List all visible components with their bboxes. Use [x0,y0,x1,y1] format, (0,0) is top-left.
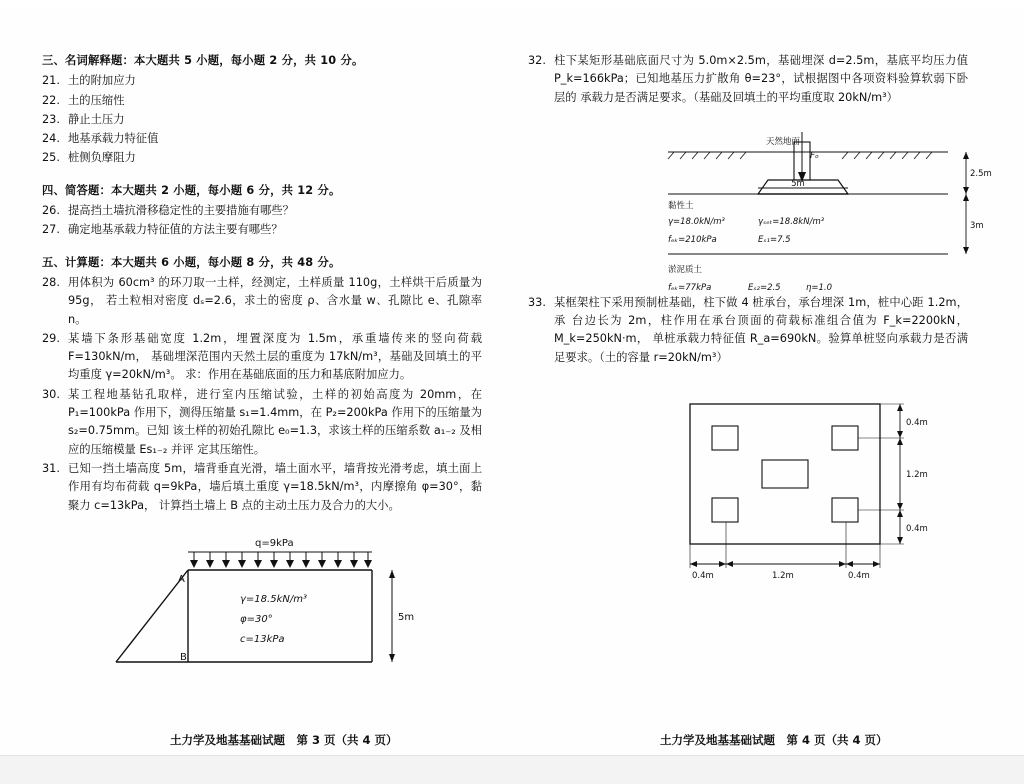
item-line: 承载力是否满足要求。（基础及回填土的平均重度取 20kN/m³） [580,90,898,104]
ground-surface-label: 天然地面 [766,137,801,147]
footing-width-label: 5m [791,179,805,189]
item-line: 定其压缩性。 [197,442,265,456]
item-number: 30. [42,387,60,401]
embedment-depth-label: 2.5m [970,169,992,179]
dim-v-mid: 1.2m [906,470,928,480]
list-item [42,274,482,329]
list-item [42,386,482,459]
item-text [68,330,482,385]
footer-right: 土力学及地基基础试题 第 4 页（共 4 页） [660,733,888,747]
item-text [554,52,968,107]
pile-cap-figure [660,392,1020,592]
item-number: 27. [42,223,60,237]
layer1-fak: fₑₖ=210kPa [668,235,717,245]
list-item [42,149,482,167]
item-number: 33. [528,295,546,309]
item-number: 22. [42,93,60,107]
dim-h-right: 0.4m [848,571,870,581]
layer2-eta: η=1.0 [806,283,833,293]
item-line: 该土样的初始孔隙比 e₀=1.3，求该土样的压缩系数 a₁₋₂ 及相应的压缩模量 Es₁₋₂ 并评 [68,424,482,456]
layer1-name: 黏性土 [668,201,694,211]
layer1-gamma-sat: γₛₑₜ=18.8kN/m³ [758,217,825,227]
dim-h-mid: 1.2m [772,571,794,581]
dim-v-top: 0.4m [906,418,928,428]
dim-v-bottom: 0.4m [906,524,928,534]
item-number: 26. [42,204,60,218]
item-text: 土的压缩性 [68,93,125,107]
item-text: 提高挡土墙抗滑移稳定性的主要措施有哪些？ [68,204,294,218]
item-line: 某墙下条形基础宽度 1.2m，埋置深度为 1.5m，承重墙传来的竖向荷载 F=130kN/m， [68,331,482,364]
point-a-label: A [178,574,185,585]
soil-cohesion: c=13kPa [240,634,285,645]
item-text: 地基承载力特征值 [68,132,159,146]
item-number: 29. [42,331,60,345]
soil-friction-angle: φ=30° [240,614,273,625]
list-item [42,111,482,129]
item-text: 土的附加应力 [68,74,136,88]
list-item [42,460,482,515]
layer2-es: Eₛ₂=2.5 [748,283,781,293]
layer2-fak: fₑₖ=77kPa [668,283,712,293]
item-number: 28. [42,275,60,289]
dim-h-left: 0.4m [692,571,714,581]
item-line: 作用下，测得压缩量 s₁=1.4mm，在 P₂=200kPa 作用下的压缩量为 s₂=0.75mm。已知 [68,406,482,438]
scan-edge-top [0,0,1024,10]
item-number: 25. [42,151,60,165]
item-line: 台边长为 2m，柱作用在承台顶面的荷载标准组合值为 F_k=2200kN，M_k=250kN·m， [554,314,968,346]
section-5-heading: 五、计算题：本大题共 6 小题，每小题 8 分，共 48 分。 [42,255,341,269]
scan-edge-bottom [0,755,1024,784]
item-number: 31. [42,461,60,475]
item-text [68,386,482,459]
load-label: q=9kPa [255,538,294,549]
item-line: 求：作用在基础底面的压力和基底附加应力。 [185,368,412,382]
item-line: 计算挡土墙上 B 点的主动土压力及合力的大小。 [158,498,400,512]
wall-height-label: 5m [398,612,415,623]
item-number: 23. [42,112,60,126]
layer-thickness-label: 3m [970,221,984,231]
item-line: 单桩承载力特征值 R_a=690kN。验算单桩竖向承载力是否满足要求。（土的容量 [554,332,968,364]
section-3-heading: 三、名词解释题：本大题共 5 小题，每小题 2 分，共 10 分。 [42,54,364,67]
item-line: 基础埋深范围内天然土层的重度为 17kN/m³，基础及回填土的平均重度 γ=20kN/m³。 [68,350,482,382]
item-line: 若土粒相对密度 dₛ=2.6，求土的密度 ρ、含水量 w、孔隙比 e、孔隙率 n。 [68,294,482,326]
layer1-es: Eₛ₁=7.5 [758,235,791,245]
item-line: 已知一挡土墙高度 5m，墙背垂直光滑，墙土面水平，墙背按光滑考虑，填土面上 [68,461,482,475]
list-item [42,330,482,385]
layer2-name: 淤泥质土 [668,265,703,275]
item-text: 确定地基承载力特征值的方法主要有哪些？ [68,223,283,237]
item-line: 作用有均布荷载 q=9kPa，墙后填土重度 γ=18.5kN/m³，内摩擦角 φ=30°，黏聚力 c=13kPa， [68,480,482,512]
item-text: 静止土压力 [68,112,125,126]
list-item [42,72,482,90]
point-b-label: B [180,652,187,663]
item-number: 21. [42,74,60,88]
item-text [68,460,482,515]
item-line: r=20kN/m³） [653,350,728,364]
soil-unit-weight: γ=18.5kN/m³ [240,594,307,605]
item-number: 32. [528,54,546,67]
item-line: 柱下某矩形基础底面尺寸为 5.0m×2.5m，基础埋深 d=2.5m，基底平均压力值 [554,54,968,67]
item-line: 用体积为 60cm³ 的环刀取一土样，经测定，土样质量 110g，土样烘干后质量为 95g， [68,275,482,308]
list-item [42,221,482,239]
layer1-gamma: γ=18.0kN/m³ [668,217,725,227]
item-line: P_k=166kPa；已知地基压力扩散角 θ=23°，试根据图中各项资料验算软弱下卧层的 [554,72,968,104]
item-text: 桩侧负摩阻力 [68,151,136,165]
list-item [42,92,482,110]
footing-figure [648,132,1008,312]
list-item [528,52,968,107]
load-label-fk: Fₒ [810,151,819,161]
item-number: 24. [42,132,60,146]
footer-left: 土力学及地基基础试题 第 3 页（共 4 页） [170,733,398,747]
left-column [42,52,482,516]
item-text [68,274,482,329]
list-item [42,130,482,148]
item-line: 某框架柱下采用预制桩基础，柱下做 4 桩承台，承台埋深 1m，桩中心距 1.2m，承 [554,295,968,328]
retaining-wall-figure [60,534,480,694]
section-4-heading: 四、简答题：本大题共 2 小题，每小题 6 分，共 12 分。 [42,183,341,197]
item-line: 某工程地基钻孔取样，进行室内压缩试验，土样的初始高度为 20mm，在 P₁=100kPa [68,387,482,420]
list-item [42,202,482,220]
